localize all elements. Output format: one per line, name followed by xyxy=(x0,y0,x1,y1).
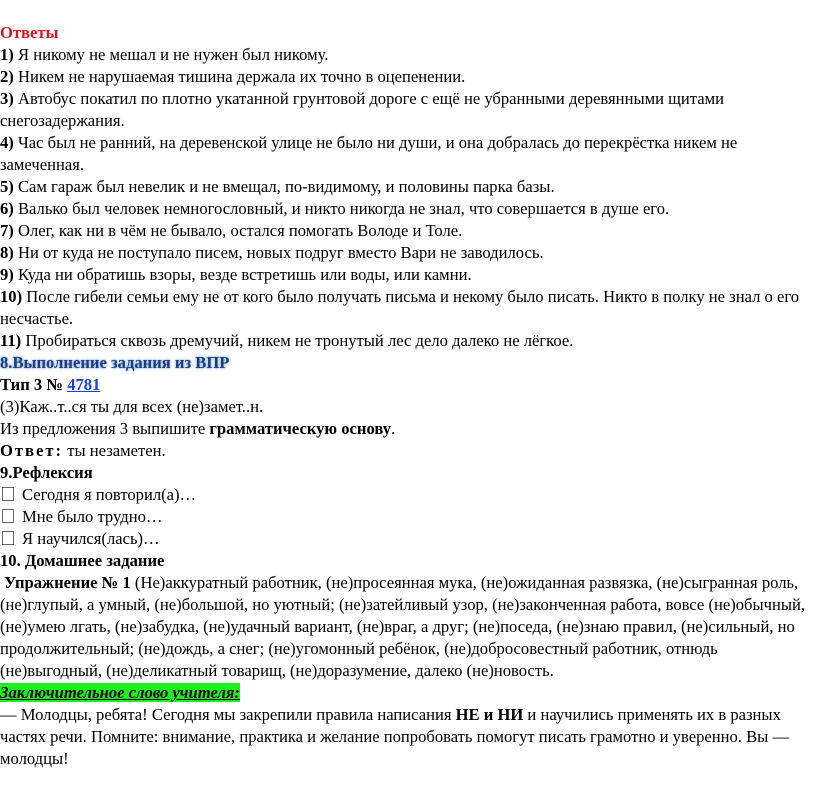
answer-value: ты незаметен. xyxy=(63,441,166,460)
answer-number: 2) xyxy=(0,67,14,86)
answer-text: Сам гараж был невелик и не вмещал, по-видимому, и половины парка базы. xyxy=(13,177,555,196)
task-type-line xyxy=(0,374,816,396)
closing-text xyxy=(0,704,812,770)
task-number-link[interactable]: 4781 xyxy=(67,375,101,394)
answer-number: 5) xyxy=(0,177,14,196)
answer-text: Куда ни обратишь взоры, везде встретишь или воды, или камни. xyxy=(13,265,472,284)
answers-title: Ответы xyxy=(0,23,59,42)
reflection-item-text: Сегодня я повторил(а)… xyxy=(22,485,197,504)
reflection-item xyxy=(0,506,816,528)
checkbox-icon[interactable] xyxy=(2,531,14,545)
task-sentence: (3)Каж..т..ся ты для всех (не)замет..н. xyxy=(0,397,264,416)
reflection-item-text: Мне было трудно… xyxy=(22,507,163,526)
answer-item xyxy=(0,44,812,66)
reflection-heading: 9.Рефлексия xyxy=(0,463,93,482)
answer-text: Час был не ранний, на деревенской улице не было ни души, и она добралась до перекрёстка никем не замеченная. xyxy=(0,133,738,174)
answer-number: 6) xyxy=(0,199,14,218)
answer-text: Валько был человек немногословный, и никто никогда не знал, что совершается в душе его. xyxy=(13,199,670,218)
answer-text: Ни от куда не поступало писем, новых подруг вместо Вари не заводилось. xyxy=(13,243,544,262)
closing-heading: Заключительное слово учителя: xyxy=(0,683,240,702)
reflection-item-text: Я научился(лась)… xyxy=(22,529,160,548)
checkbox-icon[interactable] xyxy=(2,487,14,501)
answer-item xyxy=(0,88,812,132)
answer-item xyxy=(0,242,812,264)
answer-text: Никем не нарушаемая тишина держала их точно в оцепенении. xyxy=(13,67,466,86)
answer-number: 10) xyxy=(0,287,23,306)
answer-item xyxy=(0,330,812,352)
answers-list xyxy=(0,44,816,352)
answer-text: После гибели семьи ему не от кого было получать письма и некому было писать. Никто в полку не знал о его несчастье. xyxy=(0,287,800,328)
answer-number: 4) xyxy=(0,133,14,152)
closing-text-part1: — Молодцы, ребята! Сегодня мы закрепили правила написания xyxy=(0,705,456,724)
answer-label: Ответ: xyxy=(0,441,64,460)
answer-item xyxy=(0,198,812,220)
answer-item xyxy=(0,132,812,176)
answer-item xyxy=(0,66,812,88)
task-answer xyxy=(0,440,816,462)
homework-exercise xyxy=(0,572,812,682)
answer-number: 9) xyxy=(0,265,14,284)
reflection-item xyxy=(0,528,816,550)
closing-text-bold: НЕ и НИ xyxy=(455,705,524,724)
answer-item xyxy=(0,176,812,198)
answer-item xyxy=(0,286,812,330)
vpr-heading: 8.Выполнение задания из ВПР xyxy=(0,353,230,372)
answer-item xyxy=(0,264,812,286)
answer-number: 7) xyxy=(0,221,14,240)
answer-number: 8) xyxy=(0,243,14,262)
homework-heading: 10. Домашнее задание xyxy=(0,551,165,570)
instruction-bold: грамматическую основу xyxy=(209,419,392,438)
answer-text: Автобус покатил по плотно укатанной грунтовой дороге с ещё не убранными деревянными щитами снегозадержания. xyxy=(0,89,724,130)
checkbox-icon[interactable] xyxy=(2,509,14,523)
answer-text: Пробираться сквозь дремучий, никем не тронутый лес дело далеко не лёгкое. xyxy=(21,331,574,350)
instruction-prefix: Из предложения 3 выпишите xyxy=(0,419,210,438)
exercise-label: Упражнение № 1 xyxy=(4,573,131,592)
answer-text: Я никому не мешал и не нужен был никому. xyxy=(13,45,329,64)
reflection-item xyxy=(0,484,816,506)
answer-text: Олег, как ни в чём не бывало, остался помогать Володе и Толе. xyxy=(13,221,463,240)
task-type-label: Тип 3 № xyxy=(0,375,68,394)
answer-item xyxy=(0,220,812,242)
answer-number: 3) xyxy=(0,89,14,108)
exercise-text: (Не)аккуратный работник, (не)просеянная мука, (не)ожиданная развязка, (не)сыгранная роль, (не)глупый, а умный, (не)большой, но уютный; (не)затейливый узор, (не)законченная работа, вовсе (не)обычный, (не)умею лгать, (не)забудка, (не)удачный вариант, (не)враг, а друг; (не)поседа, (не)знаю правил, (не)сильный, но продолжительный; (не)дождь, а снег; (не)угомонный ребёнок, (не)добросовестный работник, отнюдь (не)выгодный, (не)деликатный товарищ, (не)доразумение, далеко (не)новость. xyxy=(0,573,806,680)
instruction-suffix: . xyxy=(391,419,396,438)
answer-number: 11) xyxy=(0,331,22,350)
answer-number: 1) xyxy=(0,45,14,64)
closing-text-part2: и научились применять их в разных частях речи. Помните: внимание, практика и желание попробовать помогут писать грамотно и уверенно. Вы — молодцы! xyxy=(0,705,790,768)
task-instruction xyxy=(0,418,816,440)
